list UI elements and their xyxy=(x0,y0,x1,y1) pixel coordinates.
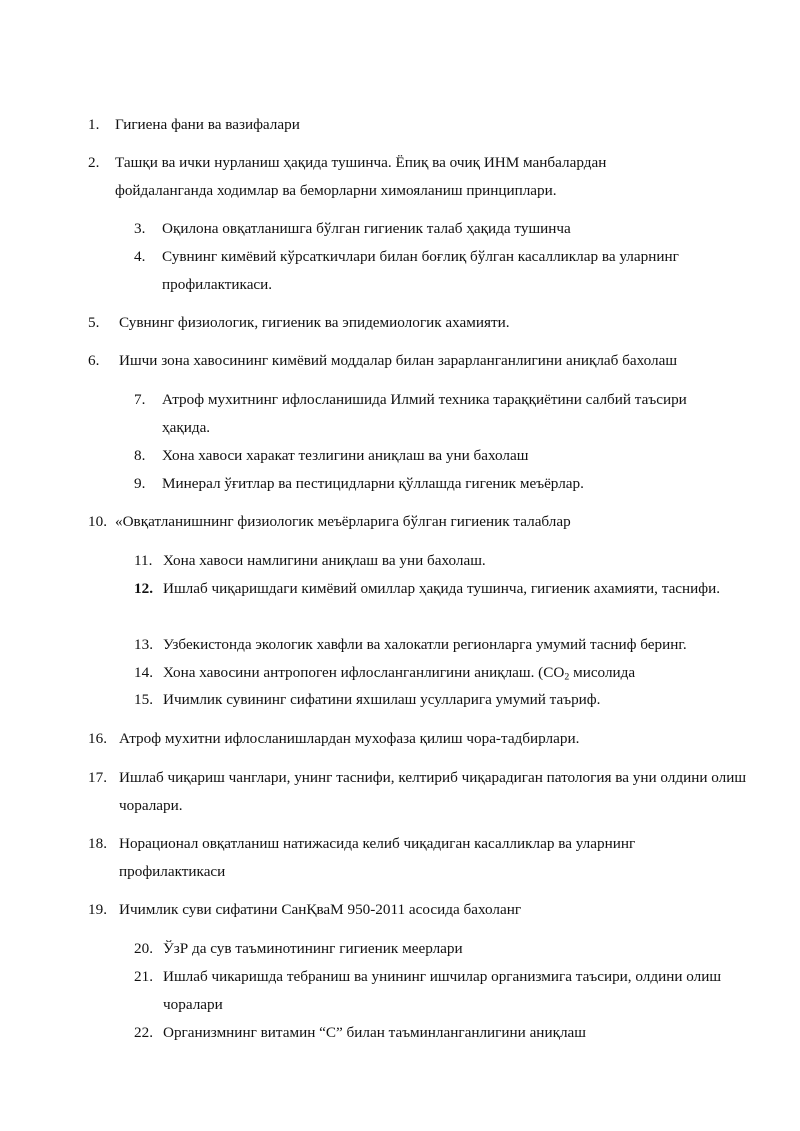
item-text: Ичимлик сувининг сифатини яхшилаш усулларига умумий таъриф. xyxy=(163,691,601,708)
item-number: 4. xyxy=(134,248,146,265)
item-number: 20. xyxy=(134,940,153,957)
subscript-2: 2 xyxy=(564,671,570,683)
item-text: Сувнинг физиологик, гигиеник ва эпидемиологик ахамияти. xyxy=(119,314,510,331)
item-number: 9. xyxy=(134,475,146,492)
item-text: Оқилона овқатланишга бўлган гигиеник талаб ҳақида тушинча xyxy=(162,220,571,237)
item-number: 12. xyxy=(134,580,153,597)
item-number: 18. xyxy=(88,835,107,852)
item-text-main: Хона хавосини антропоген ифлосланганлигини аниқлаш. (CO xyxy=(163,664,565,681)
item-number: 19. xyxy=(88,901,107,918)
item-number: 3. xyxy=(134,220,146,237)
item-text: Хона хавоси намлигини аниқлаш ва уни бахолаш. xyxy=(163,552,486,569)
item-text: «Овқатланишнинг физиологик меъёрларига бўлган гигиеник талаблар xyxy=(115,513,571,530)
item-text: Ишлаб чиқариш чанглари, унинг таснифи, келтириб чиқарадиган патология ва уни олдини олиш чоралари. xyxy=(119,769,747,814)
item-text: ЎзР да сув таъминотининг гигиеник меерлари xyxy=(163,940,463,957)
item-number: 17. xyxy=(88,769,107,786)
item-text: Ишлаб чиқаришдаги кимёвий омиллар ҳақида тушинча, гигиеник ахамияти, таснифи. xyxy=(163,580,721,597)
item-text: Ташқи ва ички нурланиш ҳақида тушинча. Ёпиқ ва очиқ ИНМ манбалардан фойдаланганда ходимлар ва беморларни химояланиш принциплари. xyxy=(115,154,607,199)
item-text: Ишлаб чикаришда тебраниш ва унининг ишчилар организмига таъсири, олдини олиш чоралари xyxy=(163,968,722,1013)
item-text: Ишчи зона хавосининг кимёвий моддалар билан зарарланганлигини аниқлаб бахолаш xyxy=(119,352,678,369)
item-number: 2. xyxy=(88,154,100,171)
item-text: Гигиена фани ва вазифалари xyxy=(115,116,300,133)
item-number: 22. xyxy=(134,1024,153,1041)
item-text: Организмнинг витамин “C” билан таъминланганлигини аниқлаш xyxy=(163,1024,586,1041)
item-number: 14. xyxy=(134,664,153,681)
item-number: 21. xyxy=(134,968,153,985)
item-number: 7. xyxy=(134,391,146,408)
item-text-tail: мисолида xyxy=(569,664,636,681)
item-text: Атроф мухитнинг ифлосланишида Илмий техника тараққиётини салбий таъсири ҳақида. xyxy=(162,391,687,436)
item-text: Хона хавоси харакат тезлигини аниқлаш ва уни бахолаш xyxy=(162,447,529,464)
item-text: Атроф мухитни ифлосланишлардан мухофаза қилиш чора-тадбирлари. xyxy=(119,730,580,747)
item-text: Норационал овқатланиш натижасида келиб чиқадиган касалликлар ва уларнинг профилактикаси xyxy=(119,835,636,880)
item-text: Минерал ўғитлар ва пестицидларни қўллашда гигеник меъёрлар. xyxy=(162,475,584,492)
item-number: 15. xyxy=(134,691,153,708)
item-number: 5. xyxy=(88,314,100,331)
item-number: 16. xyxy=(88,730,107,747)
item-text: Ичимлик суви сифатини СанҚваМ 950-2011 асосида бахоланг xyxy=(119,901,522,918)
item-text xyxy=(163,659,743,687)
item-number: 6. xyxy=(88,352,100,369)
item-text: Узбекистонда экологик хавфли ва халокатли регионларга умумий тасниф беринг. xyxy=(163,636,687,653)
item-number: 13. xyxy=(134,636,153,653)
item-number: 10. xyxy=(88,513,107,530)
item-number: 1. xyxy=(88,116,100,133)
item-number: 11. xyxy=(134,552,153,569)
item-number: 8. xyxy=(134,447,146,464)
item-text: Сувнинг кимёвий кўрсаткичлари билан боғлиқ бўлган касалликлар ва уларнинг профилактикаси. xyxy=(162,248,679,293)
